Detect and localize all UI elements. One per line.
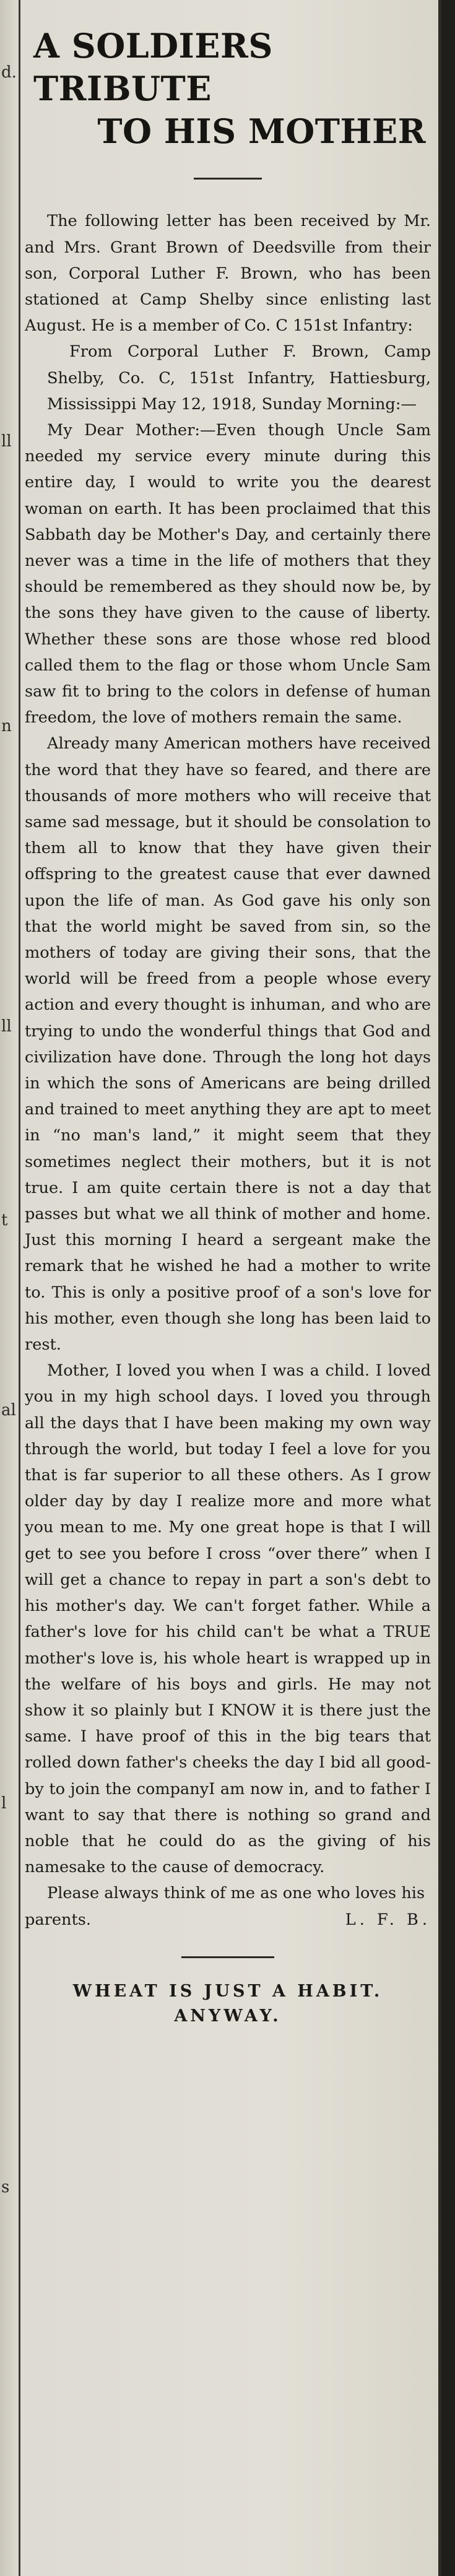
filler-item bbox=[25, 1979, 431, 2029]
article bbox=[25, 25, 431, 2029]
filler-line-1: WHEAT IS JUST A HABIT. bbox=[72, 1981, 383, 2001]
margin-fragment: n bbox=[1, 717, 12, 735]
left-gutter bbox=[0, 0, 21, 2576]
letter-paragraph-2: Already many American mothers have received the word that they have so feared, and there are thousands of more mothers who will receive that same sad message, but it should be consolation to them all to know that they have given their offspring to the greatest cause that ever dawned upon the life of man. As God gave his only son that the world might be saved from sin, so the mothers of today are giving their sons, that the world will be freed from a people whose every action and every thought is inhuman, and who are trying to undo the wonderful things that God and civilization have done. Through the long hot days in which the sons of Americans are being drilled and trained to meet anything they are apt to meet in “no man's land,” it might seem that they sometimes neglect their mothers, but it is not true. I am quite certain there is not a day that passes but what we all think of mother and home. Just this morning I heard a sergeant make the remark that he wished he had a mother to write to. This is only a positive proof of a son's love for his mother, even though she long has been laid to rest. bbox=[25, 734, 431, 1355]
margin-fragment: al bbox=[1, 1401, 16, 1420]
signature: L. F. B. bbox=[345, 1910, 431, 1929]
headline-line-1: A SOLDIERS TRIBUTE bbox=[33, 26, 273, 109]
margin-fragment: ll bbox=[1, 432, 12, 451]
closing-text: Please always think of me as one who loves his parents. bbox=[25, 1884, 425, 1929]
margin-fragment: l bbox=[1, 1794, 7, 1813]
intro-paragraph: The following letter has been received by Mr. and Mrs. Grant Brown of Deedsville from their son, Corporal Luther F. Brown, who has been stationed at Camp Shelby since enlisting last August. He is a member of Co. C 151st Infantry: bbox=[25, 212, 431, 336]
headline bbox=[25, 25, 431, 153]
from-line: From Corporal Luther F. Brown, Camp Shelby, Co. C, 151st Infantry, Hattiesburg, Mississippi May 12, 1918, Sunday Morning:— bbox=[47, 342, 431, 414]
letter-paragraph-3: Mother, I loved you when I was a child. I loved you in my high school days. I loved you through all the days that I have been making my own way through the world, but today I feel a love for you that is far superior to all these others. As I grow older day by day I realize more and more what you mean to me. My one great hope is that I will get to see you before I cross “over there” when I will get a chance to repay in part a son's debt to his mother's day. We can't forget father. While a father's love for his child can't be what a TRUE mother's love is, his whole heart is wrapped up in the welfare of his boys and girls. He may not show it so plainly but I KNOW it is there just the same. I have proof of this in the big tears that rolled down father's cheeks the day I bid all good-by to join the companyI am now in, and to father I want to say that there is nothing so grand and noble that he could do as the giving of his namesake to the cause of democracy. bbox=[25, 1361, 431, 1877]
headline-line-2: TO HIS MOTHER bbox=[97, 111, 426, 152]
closing-paragraph bbox=[25, 1880, 431, 1932]
footer-divider bbox=[181, 1956, 274, 1958]
margin-fragment: ll bbox=[1, 1017, 12, 1036]
clipping-edge bbox=[441, 0, 455, 2576]
filler-line-2: ANYWAY. bbox=[174, 2006, 282, 2026]
column-rule-left bbox=[19, 0, 20, 2576]
headline-divider bbox=[194, 178, 262, 180]
letter-paragraph-1: My Dear Mother:—Even though Uncle Sam needed my service every minute during this entire day, I would to write you the dearest woman on earth. It has been proclaimed that this Sabbath day be Mother's Day, and certainly there never was a time in the life of mothers that they should be remembered as they should now be, by the sons they have given to the cause of liberty. Whether these sons are those whose red blood called them to the flag or those whom Uncle Sam saw fit to bring to the colors in defense of human freedom, the love of mothers remain the same. bbox=[25, 420, 431, 727]
margin-fragment: s bbox=[1, 2178, 10, 2197]
article-body bbox=[25, 208, 431, 1932]
margin-fragment: t bbox=[1, 1211, 8, 1229]
margin-fragment: d. bbox=[1, 63, 17, 82]
